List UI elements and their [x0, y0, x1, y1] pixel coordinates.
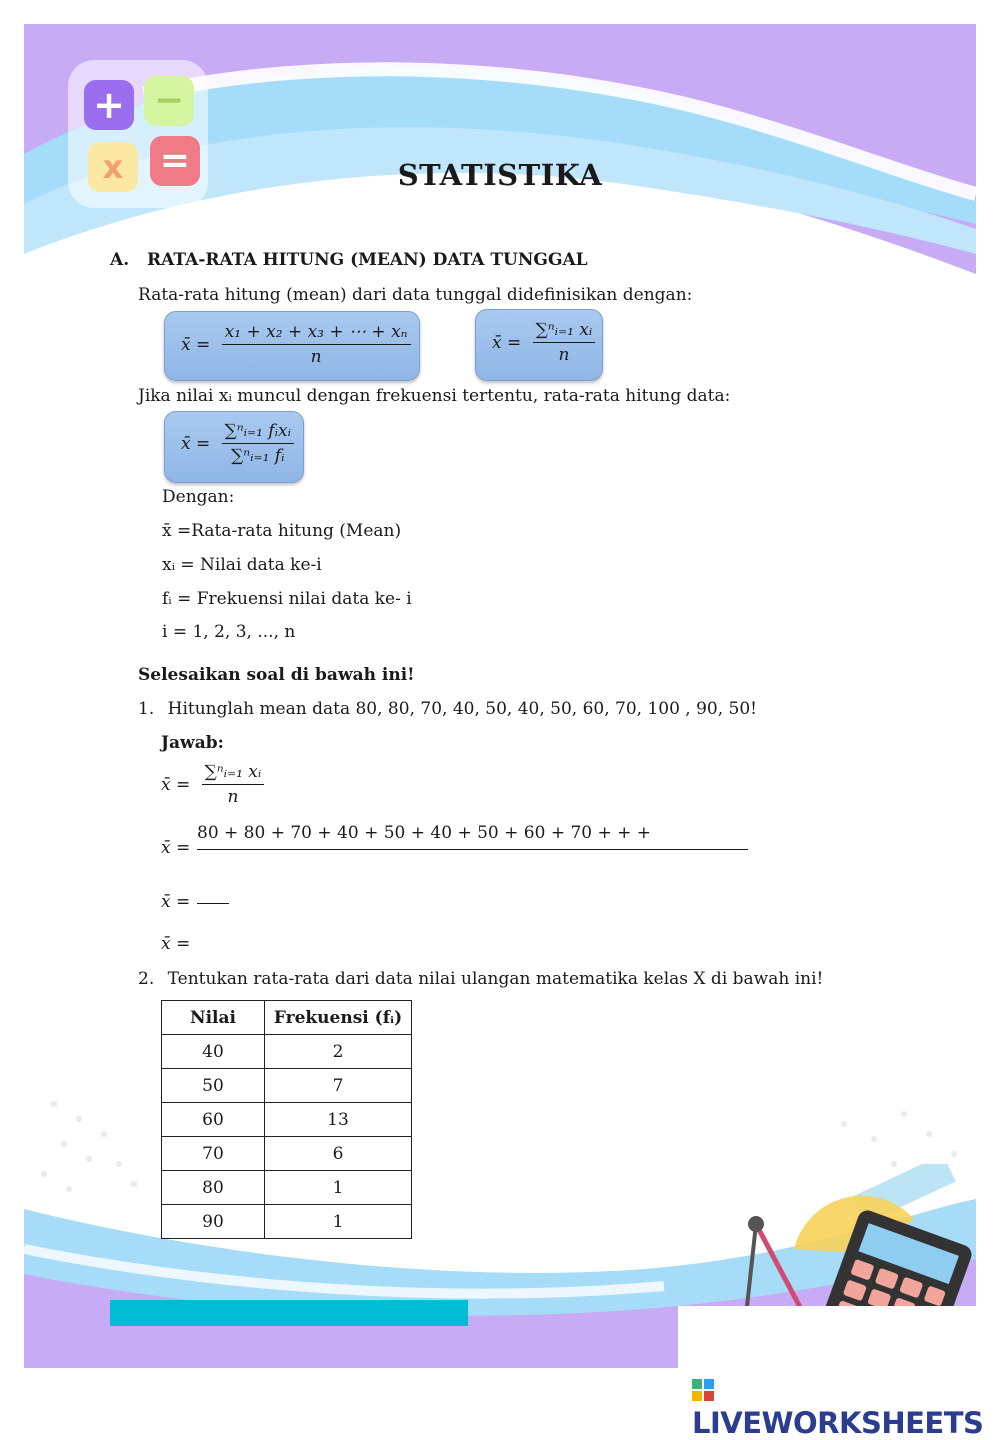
table-row — [162, 1171, 412, 1205]
formula3-lhs: x̄ = — [181, 433, 211, 454]
step3-fraction-line — [197, 903, 229, 904]
brand-name: LIVEWORKSHEETS — [692, 1406, 984, 1440]
table-row — [162, 1035, 412, 1069]
table-cell: 50 — [162, 1069, 265, 1103]
table-cell: 1 — [265, 1205, 412, 1239]
legend-item-fi: fᵢ = Frekuensi nilai data ke- i — [162, 589, 412, 609]
exercise-heading: Selesaikan soal di bawah ini! — [138, 665, 415, 685]
page-title: STATISTIKA — [397, 158, 603, 192]
answer-label: Jawab: — [161, 733, 224, 753]
table-row — [162, 1137, 412, 1171]
question-2-text: Tentukan rata-rata dari data nilai ulangan matematika kelas X di bawah ini! — [167, 969, 824, 989]
header-frekuensi: Frekuensi (fᵢ) — [265, 1001, 412, 1035]
table-row — [162, 1205, 412, 1239]
question-1-number: 1. — [138, 699, 155, 719]
intro-text: Rata-rata hitung (mean) dari data tunggal didefinisikan dengan: — [138, 285, 693, 305]
legend-heading: Dengan: — [162, 487, 235, 507]
minus-icon: − — [144, 76, 194, 126]
section-label: A. — [110, 250, 130, 270]
footer-blank-area — [678, 1306, 976, 1368]
table-cell: 13 — [265, 1103, 412, 1137]
question-2 — [138, 969, 823, 989]
table-header-row — [162, 1001, 412, 1035]
brand-logo — [692, 1372, 1000, 1440]
formula-mean-box — [164, 311, 420, 381]
step4-lhs: x̄ = — [161, 934, 191, 954]
formula1-denominator: n — [310, 347, 322, 367]
legend-item-xi: xᵢ = Nilai data ke-i — [162, 555, 322, 575]
question-1-text: Hitunglah mean data 80, 80, 70, 40, 50, 40, 50, 60, 70, 100 , 90, 50! — [167, 699, 758, 719]
step2-fraction-line — [197, 849, 748, 850]
table-cell: 7 — [265, 1069, 412, 1103]
table-cell: 2 — [265, 1035, 412, 1069]
legend-item-i: i = 1, 2, 3, ..., n — [162, 622, 296, 642]
question-2-number: 2. — [138, 969, 155, 989]
table-row — [162, 1069, 412, 1103]
liveworksheets-logo-icon — [692, 1379, 714, 1401]
answer-step-1 — [161, 762, 264, 807]
frequency-table — [161, 1000, 412, 1239]
step1-numerator: ∑ⁿᵢ₌₁ xᵢ — [202, 762, 265, 785]
table-cell: 70 — [162, 1137, 265, 1171]
plus-icon: + — [84, 80, 134, 130]
table-cell: 6 — [265, 1137, 412, 1171]
step3-lhs: x̄ = — [161, 892, 191, 912]
answer-input-bar[interactable] — [110, 1300, 468, 1326]
header-nilai: Nilai — [162, 1001, 265, 1035]
table-cell: 1 — [265, 1171, 412, 1205]
formula-sigma-box — [475, 309, 603, 381]
question-1 — [138, 699, 757, 719]
formula3-numerator: ∑ⁿᵢ₌₁ fᵢxᵢ — [222, 421, 294, 444]
formula1-numerator: x₁ + x₂ + x₃ + ⋯ + xₙ — [222, 322, 411, 345]
table-row — [162, 1103, 412, 1137]
times-icon: x — [88, 142, 138, 192]
table-cell: 90 — [162, 1205, 265, 1239]
step1-denominator: n — [227, 787, 239, 807]
table-cell: 60 — [162, 1103, 265, 1137]
formula2-numerator: ∑ⁿᵢ₌₁ xᵢ — [533, 320, 596, 343]
step2-numerator: 80 + 80 + 70 + 40 + 50 + 40 + 50 + 60 + 70 + + + — [197, 823, 652, 843]
formula-weighted-mean-box — [164, 411, 304, 483]
formula2-denominator: n — [558, 345, 570, 365]
table-cell: 40 — [162, 1035, 265, 1069]
section-title: RATA-RATA HITUNG (MEAN) DATA TUNGGAL — [147, 250, 588, 270]
formula2-lhs: x̄ = — [492, 332, 522, 353]
formula3-denominator: ∑ⁿᵢ₌₁ fᵢ — [231, 446, 285, 466]
frequency-intro-text: Jika nilai xᵢ muncul dengan frekuensi tertentu, rata-rata hitung data: — [138, 386, 731, 406]
legend-item-mean: x̄ =Rata-rata hitung (Mean) — [162, 521, 402, 541]
step2-lhs: x̄ = — [161, 838, 191, 858]
step1-lhs: x̄ = — [161, 774, 191, 795]
formula1-lhs: x̄ = — [181, 334, 211, 355]
section-heading — [110, 250, 588, 270]
table-cell: 80 — [162, 1171, 265, 1205]
equals-icon: = — [150, 136, 200, 186]
